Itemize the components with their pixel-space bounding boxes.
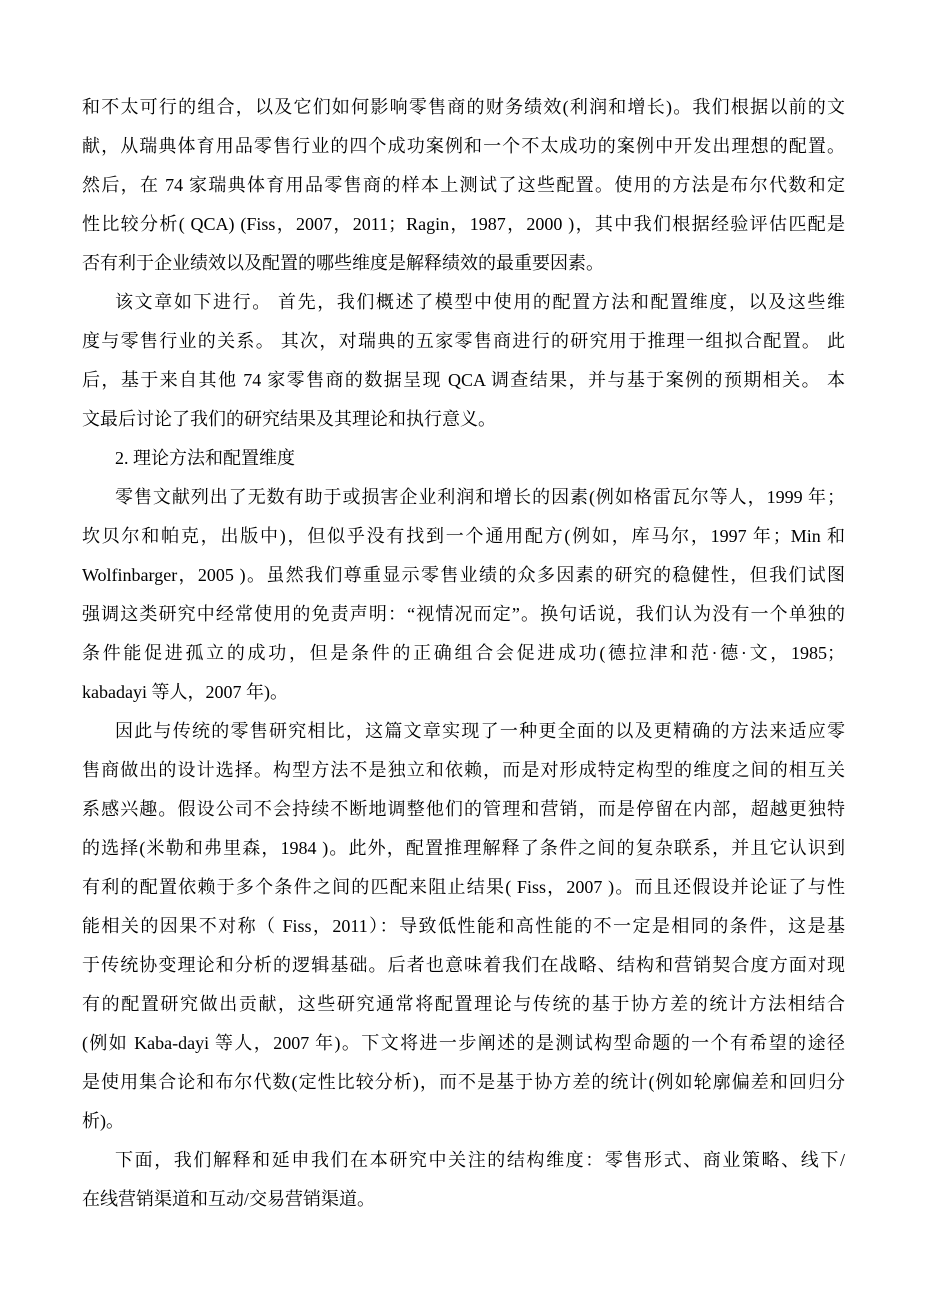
text-line: 条件能促进孤立的成功，但是条件的正确组合会促进成功(德拉津和范·德·文，1985； bbox=[82, 643, 845, 663]
text-line: 献，从瑞典体育用品零售行业的四个成功案例和一个不太成功的案例中开发出理想的配置。 bbox=[82, 136, 845, 156]
text-line: 析)。 bbox=[82, 1111, 124, 1131]
text-line: 系感兴趣。假设公司不会持续不断地调整他们的管理和营销，而是停留在内部，超越更独特 bbox=[82, 799, 845, 819]
document-text-block bbox=[82, 88, 845, 1219]
text-line: 的选择(米勒和弗里森，1984 )。此外，配置推理解释了条件之间的复杂联系，并且它认识到 bbox=[82, 838, 845, 858]
text-line: 否有利于企业绩效以及配置的哪些维度是解释绩效的最重要因素。 bbox=[82, 253, 604, 273]
text-line: 有的配置研究做出贡献，这些研究通常将配置理论与传统的基于协方差的统计方法相结合 bbox=[82, 994, 845, 1014]
text-line: 有利的配置依赖于多个条件之间的匹配来阻止结果( Fiss，2007 )。而且还假设并论证了与性 bbox=[82, 877, 845, 897]
text-line: 是使用集合论和布尔代数(定性比较分析)，而不是基于协方差的统计(例如轮廓偏差和回归分 bbox=[82, 1072, 845, 1092]
paragraph bbox=[82, 712, 845, 1141]
heading-line: 2. 理论方法和配置维度 bbox=[115, 448, 295, 468]
text-line: 于传统协变理论和分析的逻辑基础。后者也意味着我们在战略、结构和营销契合度方面对现 bbox=[82, 955, 845, 975]
text-line: 售商做出的设计选择。构型方法不是独立和依赖，而是对形成特定构型的维度之间的相互关 bbox=[82, 760, 845, 780]
text-line: 坎贝尔和帕克，出版中)，但似乎没有找到一个通用配方(例如，库马尔，1997 年；Min 和 bbox=[82, 526, 845, 546]
text-line: 文最后讨论了我们的研究结果及其理论和执行意义。 bbox=[82, 409, 496, 429]
paragraph bbox=[82, 478, 845, 712]
paragraph bbox=[82, 283, 845, 439]
paragraph bbox=[82, 1141, 845, 1219]
text-line: 能相关的因果不对称（ Fiss，2011）：导致低性能和高性能的不一定是相同的条件，这是基 bbox=[82, 916, 845, 936]
text-line: 下面，我们解释和延申我们在本研究中关注的结构维度：零售形式、商业策略、线下/ bbox=[115, 1150, 845, 1170]
text-line: 在线营销渠道和互动/交易营销渠道。 bbox=[82, 1189, 375, 1209]
section-heading bbox=[82, 439, 845, 478]
text-line: 性比较分析( QCA) (Fiss，2007，2011；Ragin，1987，2000 )，其中我们根据经验评估匹配是 bbox=[82, 214, 845, 234]
text-line: 和不太可行的组合，以及它们如何影响零售商的财务绩效(利润和增长)。我们根据以前的文 bbox=[82, 97, 845, 117]
paragraph bbox=[82, 88, 845, 283]
text-line: 因此与传统的零售研究相比，这篇文章实现了一种更全面的以及更精确的方法来适应零 bbox=[115, 721, 845, 741]
text-line: 然后，在 74 家瑞典体育用品零售商的样本上测试了这些配置。使用的方法是布尔代数和定 bbox=[82, 175, 845, 195]
text-line: kabadayi 等人，2007 年)。 bbox=[82, 682, 288, 702]
text-line: 后，基于来自其他 74 家零售商的数据呈现 QCA 调查结果，并与基于案例的预期相关。 本 bbox=[82, 370, 845, 390]
text-line: 该文章如下进行。 首先，我们概述了模型中使用的配置方法和配置维度，以及这些维 bbox=[115, 292, 845, 312]
text-line: 强调这类研究中经常使用的免责声明：“视情况而定”。换句话说，我们认为没有一个单独的 bbox=[82, 604, 845, 624]
text-line: 度与零售行业的关系。 其次，对瑞典的五家零售商进行的研究用于推理一组拟合配置。 此 bbox=[82, 331, 845, 351]
text-line: (例如 Kaba-dayi 等人，2007 年)。下文将进一步阐述的是测试构型命题的一个有希望的途径 bbox=[82, 1033, 845, 1053]
text-line: 零售文献列出了无数有助于或损害企业利润和增长的因素(例如格雷瓦尔等人，1999 年； bbox=[115, 487, 845, 507]
text-line: Wolfinbarger，2005 )。虽然我们尊重显示零售业绩的众多因素的研究的稳健性，但我们试图 bbox=[82, 565, 845, 585]
